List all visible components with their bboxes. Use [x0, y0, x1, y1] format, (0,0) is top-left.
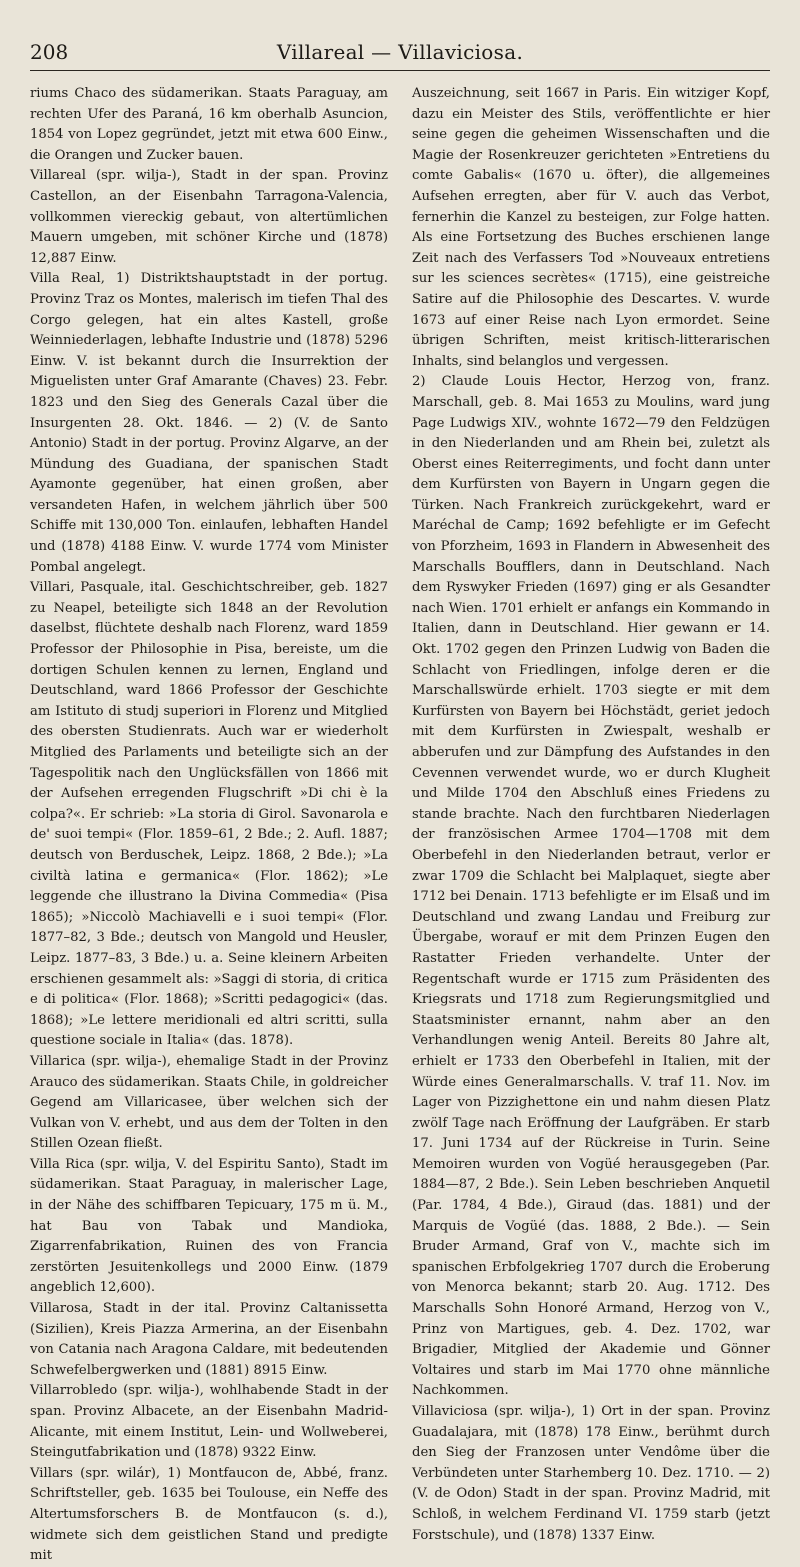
- entry-villars-2: 2) Claude Louis Hector, Herzog von, franz. Marschall, geb. 8. Mai 1653 zu Moulins, ward jung Page Ludwigs XIV., wohnte 1672—79 den Feldzügen in den Niederlanden und am Rhein bei, zuletzt als Oberst eines Reiterregiments, und focht dann unter dem Kurfürsten von Bayern in Ungarn gegen die Türken. Nach Frankreich zurückgekehrt, ward er Maréchal de Camp; 1692 befehligte er im Gefecht von Pforzheim, 1693 in Flandern in Abwesenheit des Marschalls Boufflers, dann in Deutschland. Nach dem Ryswyker Frieden (1697) ging er als Gesandter nach Wien. 1701 erhielt er anfangs ein Kommando in Italien, dann in Deutschland. Hier gewann er 14. Okt. 1702 gegen den Prinzen Ludwig von Baden die Schlacht von Friedlingen, infolge deren er die Marschallswürde erhielt. 1703 siegte er mit dem Kurfürsten von Bayern bei Höchstädt, geriet jedoch mit dem Kurfürsten in Zwiespalt, weshalb er abberufen und zur Dämpfung des Aufstandes in den Cevennen verwendet wurde, wo er durch Klugheit und Milde 1704 den Abschluß eines Friedens zu stande brachte. Nach den furchtbaren Niederlagen der französischen Armee 1704—1708 mit dem Oberbefehl in den Niederlanden betraut, verlor er zwar 1709 die Schlacht bei Malplaquet, siegte aber 1712 bei Denain. 1713 befehligte er im Elsaß und im Deutschland und zwang Landau und Freiburg zur Übergabe, worauf er mit dem Prinzen Eugen den Rastatter Frieden verhandelte. Unter der Regentschaft wurde er 1715 zum Präsidenten des Kriegsrats und 1718 zum Regierungsmitglied und Staatsminister ernannt, nahm aber an den Verhandlungen wenig Anteil. Bereits 80 Jahre alt, erhielt er 1733 den Oberbefehl in Italien, mit der Würde eines Generalmarschalls. V. traf 11. Nov. im Lager von Pizzighettone ein und nahm diesen Platz zwölf Tage nach Eröffnung der Laufgräben. Er starb 17. Juni 1734 auf der Rückreise in Turin. Seine Memoiren wurden von Vogüé herausgegeben (Par. 1884—87, 2 Bde.). Sein Leben beschrieben Anquetil (Par. 1784, 4 Bde.), Giraud (das. 1881) und der Marquis de Vogüé (das. 1888, 2 Bde.). — Sein Bruder Armand, Graf von V., machte sich im spanischen Erbfolgekrieg 1707 durch die Eroberung von Menorca bekannt; starb 20. Aug. 1712. Des Marschalls Sohn Honoré Armand, Herzog von V., Prinz von Martigues, geb. 4. Dez. 1702, war Brigadier, Mitglied der Akademie und Gönner Voltaires und starb im Mai 1770 ohne männliche Nachkommen.: [412, 374, 770, 1399]
- entry-villarrobledo: Villarrobledo (spr. wiljа-), wohlhabende Stadt in der span. Provinz Albacete, an der Eisenbahn Madrid-Alicante, mit einem Institut, Lein- und Wollweberei, Steingutfabrikation und (1878) 9322 Einw.: [30, 1383, 388, 1461]
- entry-villarica: Villarica (spr. wilja-), ehemalige Stadt in der Provinz Arauco des südamerikan. Staats Chile, in goldreicher Gegend am Villaricasee, über welchen sich der Vulkan von V. erhebt, und aus dem der Tolten in den Stillen Ozean fließt.: [30, 1053, 388, 1152]
- right-column: [412, 84, 770, 1543]
- entry-villari: Villari, Pasquale, ital. Geschichtschreiber, geb. 1827 zu Neapel, beteiligte sich 1848 an der Revolution daselbst, flüchtete deshalb nach Florenz, ward 1859 Professor der Philosophie in Pisa, bereiste, um die dortigen Schulen kennen zu lernen, England und Deutschland, ward 1866 Professor der Geschichte am Istituto di studj superiori in Florenz und Mitglied des obersten Studienrats. Auch war er wiederholt Mitglied des Parlaments und beteiligte sich an der Tagespolitik nach den Unglücksfällen von 1866 mit der Aufsehen erregenden Flugschrift »Di chi è la colpa?«. Er schrieb: »La storia di Girol. Savonarola e de' suoi tempi« (Flor. 1859–61, 2 Bde.; 2. Aufl. 1887; deutsch von Berduschek, Leipz. 1868, 2 Bde.); »La civiltà latina e germanica« (Flor. 1862); »Le leggende che illustrano la Divina Commedia« (Pisa 1865); »Niccolò Machiavelli e i suoi tempi« (Flor. 1877–82, 3 Bde.; deutsch von Mangold und Heusler, Leipz. 1877–83, 3 Bde.) u. a. Seine kleinern Arbeiten erschienen gesammelt als: »Saggi di storia, di critica e di politica« (Flor. 1868); »Scritti pedagogici« (das. 1868); »Le lettere meridionali ed altri scritti, sulla questione sociale in Italia« (das. 1878).: [30, 580, 388, 1049]
- entry-villars-1-continuation: Auszeichnung, seit 1667 in Paris. Ein witziger Kopf, dazu ein Meister des Stils, veröffentlichte er hier seine gegen die geheimen Wissenschaften und die Magie der Rosenkreuzer gerichteten »Entretiens du comte Gabalis« (1670 u. öfter), die allgemeines Aufsehen erregten, aber für V. auch das Verbot, fernerhin die Kanzel zu besteigen, zur Folge hatten. Als eine Fortsetzung des Buches erschienen lange Zeit nach des Verfassers Tod »Nouveaux entretiens sur les sciences secrètes« (1715), eine geistreiche Satire auf die Philosophie des Descartes. V. wurde 1673 auf einer Reise nach Lyon ermordet. Seine übrigen Schriften, meist kritisch-litterarischen Inhalts, sind belanglos und vergessen.: [412, 86, 770, 369]
- entry-villareal: Villareal (spr. wilja-), Stadt in der span. Provinz Castellon, an der Eisenbahn Tarragona-Valencia, vollkommen viereckig gebaut, von altertümlichen Mauern umgeben, mit schöner Kirche und (1878) 12,887 Einw.: [30, 168, 388, 266]
- left-column: [30, 84, 388, 1564]
- page-number: 208: [30, 40, 69, 64]
- running-title: Villareal — Villaviciosa.: [276, 40, 524, 64]
- entry-villars-1: Villars (spr. wilár), 1) Montfaucon de, Abbé, franz. Schriftsteller, geb. 1635 bei Toulouse, ein Neffe des Altertumsforschers B. de Montfaucon (s. d.), widmete sich dem geistlichen Stand und predigte mit: [30, 1465, 388, 1564]
- entry-chaco-continuation: riums Chaco des südamerikan. Staats Paraguay, am rechten Ufer des Paraná, 16 km oberhalb Asuncion, 1854 von Lopez gegründet, jetzt mit etwa 600 Einw., die Orangen und Zucker bauen.: [30, 86, 388, 163]
- entry-villaviciosa: Villaviciosa (spr. wilja-), 1) Ort in der span. Provinz Guadalajara, mit (1878) 178 Einw., berühmt durch den Sieg der Franzosen unter Vendôme über die Verbündeten unter Starhemberg 10. Dez. 1710. — 2) (V. de Odon) Stadt in der span. Provinz Madrid, mit Schloß, in welchem Ferdinand VI. 1759 starb (jetzt Forstschule), und (1878) 1337 Einw.: [412, 1404, 770, 1543]
- entry-villa-real: Villa Real, 1) Distriktshauptstadt in der portug. Provinz Traz os Montes, malerisch im tiefen Thal des Corgo gelegen, hat ein altes Kastell, große Weinniederlagen, lebhafte Industrie und (1878) 5296 Einw. V. ist bekannt durch die Insurrektion der Miguelisten unter Graf Amarante (Chaves) 23. Febr. 1823 und den Sieg des Generals Cazal über die Insurgenten 28. Okt. 1846. — 2) (V. de Santo Antonio) Stadt in der portug. Provinz Algarve, an der Mündung des Guadiana, der spanischen Stadt Ayamonte gegenüber, hat einen großen, aber versandeten Hafen, in welchem jährlich über 500 Schiffe mit 130,000 Ton. einlaufen, lebhaften Handel und (1878) 4188 Einw. V. wurde 1774 vom Minister Pombal angelegt.: [30, 271, 388, 575]
- entry-villarosa: Villarosa, Stadt in der ital. Provinz Caltanissetta (Sizilien), Kreis Piazza Armerina, an der Eisenbahn von Catania nach Aragona Caldare, mit bedeutenden Schwefelbergwerken und (1881) 8915 Einw.: [30, 1301, 388, 1378]
- entry-villa-rica: Villa Rica (spr. wilja, V. del Espiritu Santo), Stadt im südamerikan. Staat Paraguay, in malerischer Lage, in der Nähe des schiffbaren Tepicuary, 175 m ü. M., hat Bau von Tabak und Mandioka, Zigarrenfabrikation, Ruinen des von Francia zerstörten Jesuitenkollegs und 2000 Einw. (1879 angeblich 12,600).: [30, 1156, 388, 1296]
- page-header: [30, 36, 770, 71]
